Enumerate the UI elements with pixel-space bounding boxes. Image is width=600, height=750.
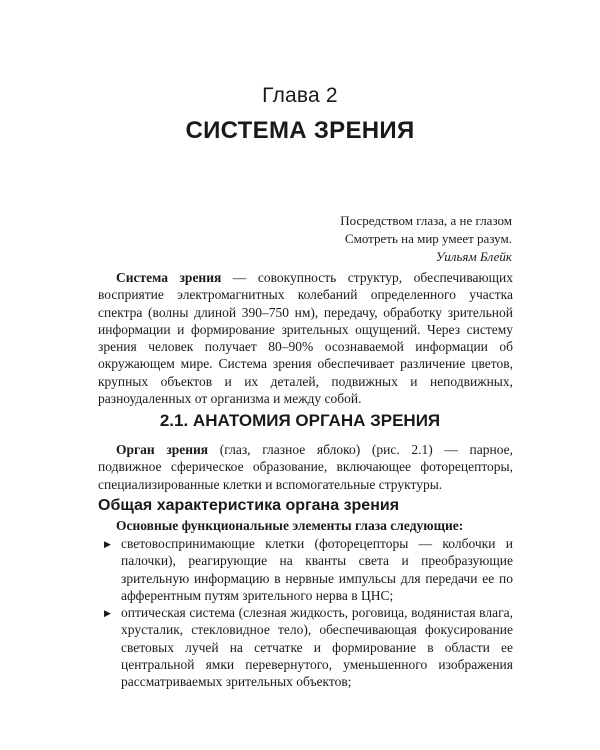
intro-text: — совокупность структур, обеспечивающих восприятие электромагнитных колебаний определенного участка спектра (волны длиной 390–750 нм), передачу, обработку зрительной информации и формирование зрительных ощущений. Через систему зрения человек получает 80–90% осознаваемой информации об окружающем мире. Система зрения обеспечивает различение цветов, крупных объектов и их деталей, подвижных и неподвижных, разноудаленных от организма и между собой. [98, 270, 513, 407]
epigraph [340, 212, 512, 266]
section-text: (глаз, глазное яблоко) (рис. 2.1) — парное, подвижное сферическое образование, включающее фоторецепторы, специализированные клетки и вспомогательные структуры. [98, 442, 514, 492]
list-item-text: оптическая система (слезная жидкость, роговица, водянистая влага, хрусталик, стекловидное тело), обеспечивающая фокусирование световых лучей на сетчатке и формирование в области ее центральной ямки перевернутого, уменьшенного изображения рассматриваемых зрительных объектов; [121, 605, 513, 690]
list-item-text: световоспринимающие клетки (фоторецепторы — колбочки и палочки), реагирующие на кванты света и преобразующие зрительную информацию в нервные импульсы для передачи ее по афферентным путям зрительного нерва в ЦНС; [121, 536, 513, 603]
subsection-title: Общая характеристика органа зрения [98, 497, 400, 514]
section-title: 2.1. АНАТОМИЯ ОРГАНА ЗРЕНИЯ [159, 411, 441, 430]
epigraph-line: Посредством глаза, а не глазом [340, 213, 512, 228]
list-intro: Основные функциональные элементы глаза следующие: [116, 518, 464, 533]
epigraph-author: Уильям Блейк [435, 249, 512, 264]
epigraph-line: Смотреть на мир умеет разум. [344, 231, 512, 246]
intro-paragraph-block [98, 269, 513, 407]
intro-term: Система зрения [116, 270, 222, 285]
triangle-bullet-icon: ▶ [104, 539, 111, 549]
section-term: Орган зрения [116, 442, 209, 457]
list-item [104, 604, 513, 690]
chapter-label: Глава 2 [262, 84, 338, 107]
list-item [104, 535, 513, 604]
element-list [104, 535, 513, 691]
intro-paragraph [98, 269, 513, 407]
chapter-title: СИСТЕМА ЗРЕНИЯ [185, 117, 415, 144]
section-paragraph [98, 441, 513, 493]
section-paragraph-block [98, 441, 513, 493]
triangle-bullet-icon: ▶ [104, 608, 111, 619]
